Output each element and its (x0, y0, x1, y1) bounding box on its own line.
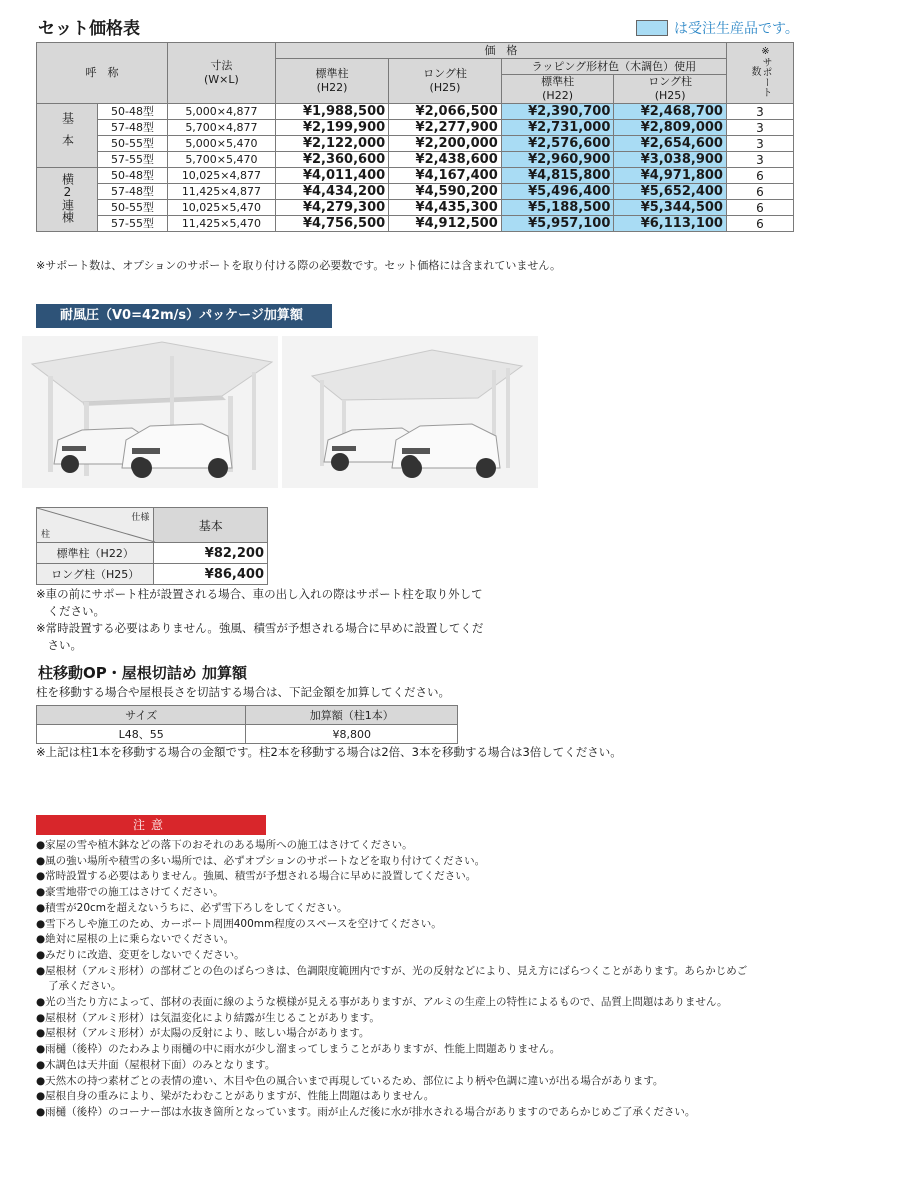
price-wrap-std: ¥2,731,000 (501, 120, 614, 136)
caution-item: ●屋根材（アルミ形材）が太陽の反射により、眩しい場合があります。 (36, 1027, 370, 1040)
dimension: 5,000×5,470 (167, 136, 275, 152)
support-count: 6 (726, 216, 793, 232)
wind-package-bar: 耐風圧（V0=42m/s）パッケージ加算額 (36, 304, 332, 328)
header-std (275, 59, 388, 104)
dimension: 10,025×4,877 (167, 168, 275, 184)
carport-photo-1 (22, 336, 278, 488)
price-wrap-long: ¥5,652,400 (614, 184, 727, 200)
model-name: 57-48型 (98, 120, 168, 136)
header-wrap-std-label: 標準柱 (541, 75, 575, 88)
price-std: ¥2,122,000 (275, 136, 388, 152)
price-wrap-long: ¥6,113,100 (614, 216, 727, 232)
caution-item: ●絶対に屋根の上に乗らないでください。 (36, 933, 235, 946)
price-wrap-long: ¥2,468,700 (614, 104, 727, 120)
price-std: ¥4,434,200 (275, 184, 388, 200)
header-name: 呼 称 (37, 43, 168, 104)
header-basic: 基本 (154, 508, 268, 543)
legend-swatch (636, 20, 668, 36)
price-wrap-std: ¥2,390,700 (501, 104, 614, 120)
legend (636, 18, 799, 38)
caution-item: ●積雪が20cmを超えないうちに、必ず雪下ろしをしてください。 (36, 901, 348, 914)
model-name: 50-48型 (98, 168, 168, 184)
wind-package-table (36, 507, 268, 585)
price-table (36, 42, 794, 232)
model-name: 50-55型 (98, 200, 168, 216)
support-count: 3 (726, 136, 793, 152)
support-count: 3 (726, 120, 793, 136)
price-wrap-std: ¥4,815,800 (501, 168, 614, 184)
caution-item: ●雪下ろしや施工のため、カーポート周囲400mm程度のスペースを空けてください。 (36, 917, 442, 930)
caution-item: ●常時設置する必要はありません。強風、積雪が予想される場合に早めに設置してください。 (36, 870, 477, 883)
support-count: 6 (726, 200, 793, 216)
caution-item: ●木調色は天井面（屋根材下面）のみとなります。 (36, 1058, 276, 1071)
price-wrap-long: ¥5,344,500 (614, 200, 727, 216)
price-row (37, 200, 794, 216)
header-amount: 加算額（柱1本） (246, 706, 458, 725)
group-label-text: 横2連棟 (60, 172, 75, 223)
dimension: 11,425×4,877 (167, 184, 275, 200)
caution-item: ●豪雪地帯での施工はさけてください。 (36, 886, 224, 899)
price-wrap-long: ¥4,971,800 (614, 168, 727, 184)
model-name: 57-55型 (98, 216, 168, 232)
model-name: 57-48型 (98, 184, 168, 200)
header-price: 価 格 (275, 43, 726, 59)
price-wrap-std: ¥2,960,900 (501, 152, 614, 168)
price-long: ¥4,167,400 (389, 168, 502, 184)
price-row (37, 104, 794, 120)
caution-item: ●屋根自身の重みにより、梁がたわむことがありますが、性能上問題はありません。 (36, 1090, 435, 1103)
header-size: サイズ (37, 706, 246, 725)
support-count: 3 (726, 104, 793, 120)
header-long (389, 59, 502, 104)
header-long-label: ロング柱 (423, 67, 467, 80)
caution-list (36, 838, 756, 1121)
dimension: 5,700×5,470 (167, 152, 275, 168)
header-wrap-std (501, 75, 614, 104)
price-row (37, 120, 794, 136)
price-wrap-std: ¥5,188,500 (501, 200, 614, 216)
caution-item: ●家屋の雪や植木鉢などの落下のおそれのある場所への施工はさけてください。 (36, 839, 413, 851)
model-name: 50-55型 (98, 136, 168, 152)
pillar-move-title: 柱移動OP・屋根切詰め 加算額 (38, 664, 247, 682)
price-wrap-long: ¥2,654,600 (614, 136, 727, 152)
group-label (37, 168, 98, 232)
header-wrap: ラッピング形材色（木調色）使用 (501, 59, 726, 75)
model-name: 57-55型 (98, 152, 168, 168)
dimension: 11,425×5,470 (167, 216, 275, 232)
move-size: L48、55 (37, 725, 246, 744)
diag-bottom-label: 柱 (41, 530, 51, 540)
model-name: 50-48型 (98, 104, 168, 120)
price-long: ¥2,066,500 (389, 104, 502, 120)
price-long: ¥2,200,000 (389, 136, 502, 152)
price-long: ¥2,438,600 (389, 152, 502, 168)
price-long: ¥4,590,200 (389, 184, 502, 200)
price-std: ¥4,756,500 (275, 216, 388, 232)
header-std-label: 標準柱 (315, 67, 349, 80)
price-wrap-std: ¥5,957,100 (501, 216, 614, 232)
pillar-move-note: ※上記は柱1本を移動する場合の金額です。柱2本を移動する場合は2倍、3本を移動する場合は3倍してください。 (36, 745, 622, 759)
wind-row-label: ロング柱（H25） (37, 564, 154, 585)
caution-item: ●屋根材（アルミ形材）の部材ごとの色のばらつきは、色調限度範囲内ですが、光の反射などにより、見え方にばらつくことがあります。あらかじめご了承ください。 (36, 964, 748, 993)
caution-item: ●雨樋（後枠）のコーナー部は水抜き箇所となっています。雨が止んだ後に水が排水される場合がありますのであらかじめご了承ください。 (36, 1105, 696, 1118)
dimension: 5,000×4,877 (167, 104, 275, 120)
header-support (726, 43, 793, 104)
wind-note-line: ※車の前にサポート柱が設置される場合、車の出し入れの際はサポート柱を取り外して (36, 587, 483, 601)
price-table-body (37, 104, 794, 232)
pillar-move-table (36, 705, 458, 744)
price-row (37, 168, 794, 184)
header-wrap-std-sub: (H22) (542, 89, 573, 102)
price-row (37, 184, 794, 200)
page-title: セット価格表 (38, 19, 140, 39)
wind-row-value: ¥82,200 (154, 543, 268, 564)
diagonal-header (37, 508, 154, 543)
header-long-sub: (H25) (429, 81, 461, 94)
dimension: 10,025×5,470 (167, 200, 275, 216)
legend-text: は受注生産品です。 (674, 21, 799, 37)
group-label (37, 104, 98, 168)
price-std: ¥4,011,400 (275, 168, 388, 184)
support-count: 3 (726, 152, 793, 168)
carport-photo-2 (282, 336, 538, 488)
header-wrap-long (614, 75, 727, 104)
pillar-move-desc: 柱を移動する場合や屋根長さを切詰する場合は、下記金額を加算してください。 (36, 685, 450, 699)
move-amount: ¥8,800 (246, 725, 458, 744)
support-note: ※サポート数は、オプションのサポートを取り付ける際の必要数です。セット価格には含まれていません。 (36, 259, 562, 272)
price-row (37, 152, 794, 168)
header-wrap-long-sub: (H25) (654, 89, 686, 102)
diag-top-label: 仕様 (131, 513, 150, 523)
wind-row-label: 標準柱（H22） (37, 543, 154, 564)
wind-notes (36, 586, 483, 654)
dimension: 5,700×4,877 (167, 120, 275, 136)
price-wrap-long: ¥2,809,000 (614, 120, 727, 136)
header-dim-sub: (W×L) (204, 73, 239, 86)
wind-note-line: ※常時設置する必要はありません。強風、積雪が予想される場合に早めに設置してくだ (36, 621, 484, 635)
price-std: ¥1,988,500 (275, 104, 388, 120)
price-std: ¥2,199,900 (275, 120, 388, 136)
header-dimension (167, 43, 275, 104)
price-std: ¥4,279,300 (275, 200, 388, 216)
caution-item: ●光の当たり方によって、部材の表面に線のような模様が見える事がありますが、アルミの生産上の特性によるもので、品質上問題はありません。 (36, 996, 728, 1009)
caution-bar: 注意 (36, 815, 266, 835)
caution-item: ●天然木の持つ素材ごとの表情の違い、木目や色の風合いまで再現しているため、部位により柄や色調に違いが出る場合があります。 (36, 1074, 664, 1087)
price-wrap-std: ¥5,496,400 (501, 184, 614, 200)
price-long: ¥2,277,900 (389, 120, 502, 136)
support-count: 6 (726, 168, 793, 184)
support-count: 6 (726, 184, 793, 200)
price-row (37, 216, 794, 232)
price-wrap-long: ¥3,038,900 (614, 152, 727, 168)
group-label-text: 基本 (60, 111, 75, 156)
wind-note-line: ください。 (36, 604, 105, 618)
caution-item: ●屋根材（アルミ形材）は気温変化により結露が生じることがあります。 (36, 1011, 380, 1024)
price-long: ¥4,435,300 (389, 200, 502, 216)
header-support-text: ※サポート数 (748, 45, 771, 97)
header-std-sub: (H22) (316, 81, 348, 94)
price-row (37, 136, 794, 152)
price-long: ¥4,912,500 (389, 216, 502, 232)
wind-note-line: さい。 (36, 638, 82, 652)
header-dim-label: 寸法 (210, 59, 233, 72)
caution-item: ●みだりに改造、変更をしないでください。 (36, 948, 245, 961)
header-wrap-long-label: ロング柱 (648, 75, 693, 88)
caution-item: ●風の強い場所や積雪の多い場所では、必ずオプションのサポートなどを取り付けてください。 (36, 854, 486, 867)
price-std: ¥2,360,600 (275, 152, 388, 168)
wind-row-value: ¥86,400 (154, 564, 268, 585)
caution-item: ●雨樋（後枠）のたわみより雨樋の中に雨水が少し溜まってしまうことがありますが、性能上問題ありません。 (36, 1043, 561, 1056)
price-wrap-std: ¥2,576,600 (501, 136, 614, 152)
